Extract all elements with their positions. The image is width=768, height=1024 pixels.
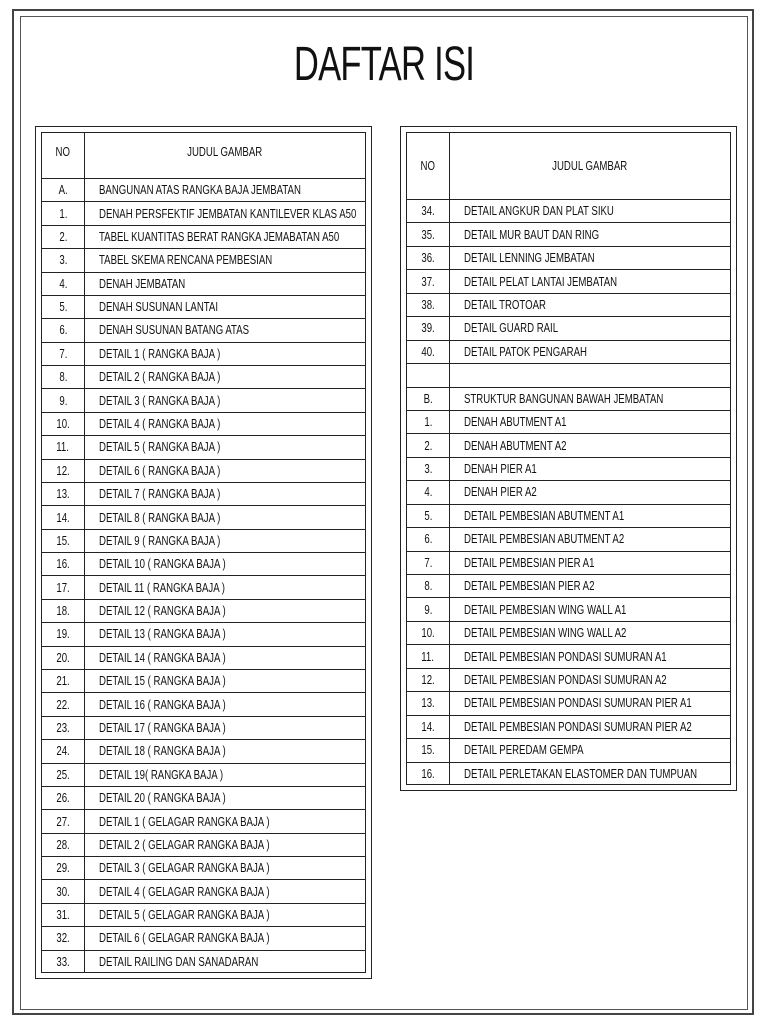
row-number: 2.	[423, 437, 433, 453]
row-number: 30.	[56, 883, 70, 899]
table-row	[407, 458, 730, 481]
table-row	[407, 528, 730, 551]
row-number: 8.	[58, 369, 68, 385]
table-row	[407, 317, 730, 340]
table-row	[42, 483, 365, 506]
table-row	[42, 577, 365, 600]
row-number: 1.	[423, 414, 433, 430]
table-row	[42, 693, 365, 716]
row-number: 33.	[56, 954, 70, 970]
table-row	[42, 787, 365, 810]
table-row	[42, 834, 365, 857]
row-title: DETAIL TROTOAR	[464, 296, 546, 312]
table-row	[407, 341, 730, 364]
row-number: A.	[58, 182, 68, 198]
table-row	[42, 904, 365, 927]
row-title: DETAIL PEMBESIAN PONDASI SUMURAN A2	[464, 672, 667, 688]
table-row	[407, 692, 730, 715]
row-number: 1.	[58, 205, 68, 221]
row-number: 22.	[56, 696, 70, 712]
row-number: 27.	[56, 813, 70, 829]
table-row	[407, 575, 730, 598]
row-number: 14.	[421, 718, 435, 734]
row-title: DENAH SUSUNAN LANTAI	[99, 299, 219, 315]
row-title: DETAIL 20 ( RANGKA BAJA )	[99, 790, 226, 806]
row-title: DETAIL PEMBESIAN PONDASI SUMURAN PIER A1	[464, 695, 692, 711]
row-number: 7.	[423, 554, 433, 570]
row-number: 20.	[56, 649, 70, 665]
row-number: 14.	[56, 509, 70, 525]
row-title: DETAIL 6 ( GELAGAR RANGKA BAJA )	[99, 930, 270, 946]
row-number: 25.	[56, 766, 70, 782]
table-row	[407, 388, 730, 411]
row-number: 37.	[421, 273, 435, 289]
table-row	[407, 481, 730, 504]
row-number: 8.	[423, 578, 433, 594]
row-number: 3.	[423, 461, 433, 477]
table-row	[42, 670, 365, 693]
row-number: 21.	[56, 673, 70, 689]
row-title: DETAIL 3 ( GELAGAR RANGKA BAJA )	[99, 860, 270, 876]
table-row	[42, 553, 365, 576]
table-row	[42, 319, 365, 342]
table-row	[42, 530, 365, 553]
row-number: 16.	[421, 766, 435, 782]
table-row	[42, 366, 365, 389]
row-title: DENAH PIER A1	[464, 461, 537, 477]
row-title: DETAIL PEMBESIAN PIER A2	[464, 578, 595, 594]
row-title: DENAH PERSFEKTIF JEMBATAN KANTILEVER KLAS A50	[99, 205, 357, 221]
row-title: DETAIL PEMBESIAN WING WALL A1	[464, 601, 627, 617]
right-table-grid	[406, 132, 731, 785]
table-row	[42, 506, 365, 529]
header-no: NO	[55, 144, 71, 159]
row-number: 34.	[421, 203, 435, 219]
table-row	[42, 623, 365, 646]
row-title: DETAIL PEMBESIAN ABUTMENT A2	[464, 531, 625, 547]
row-title: DETAIL 15 ( RANGKA BAJA )	[99, 673, 226, 689]
row-number: 9.	[58, 392, 68, 408]
table-row	[42, 764, 365, 787]
table-row	[42, 413, 365, 436]
table-row	[407, 552, 730, 575]
row-title: DETAIL 1 ( RANGKA BAJA )	[99, 345, 221, 361]
header-title: JUDUL GAMBAR	[551, 158, 628, 173]
row-title: DENAH PIER A2	[464, 484, 537, 500]
table-row	[42, 927, 365, 950]
table-row	[407, 669, 730, 692]
row-title: DETAIL 5 ( GELAGAR RANGKA BAJA )	[99, 907, 270, 923]
table-row	[42, 436, 365, 459]
row-number: 12.	[56, 462, 70, 478]
row-number: 10.	[56, 416, 70, 431]
row-number: B.	[423, 390, 433, 406]
table-row	[42, 343, 365, 366]
row-title: TABEL SKEMA RENCANA PEMBESIAN	[99, 252, 273, 268]
row-title: DETAIL 3 ( RANGKA BAJA )	[99, 392, 221, 408]
row-number: 4.	[423, 484, 433, 500]
row-title: DETAIL 14 ( RANGKA BAJA )	[99, 649, 226, 665]
row-title: DENAH ABUTMENT A2	[464, 437, 567, 453]
row-title: DETAIL PERLETAKAN ELASTOMER DAN TUMPUAN	[464, 766, 698, 782]
row-title: DETAIL 6 ( RANGKA BAJA )	[99, 462, 221, 478]
row-number: 19.	[56, 626, 70, 642]
page-title: DAFTAR ISI	[293, 38, 475, 91]
row-title: DETAIL PEMBESIAN PONDASI SUMURAN A1	[464, 648, 667, 664]
row-number: 4.	[58, 275, 68, 291]
row-title: DETAIL LENNING JEMBATAN	[464, 250, 595, 266]
header-no: NO	[420, 158, 436, 173]
row-number: 18.	[56, 603, 70, 619]
row-number: 36.	[421, 250, 435, 266]
row-title: DETAIL PEREDAM GEMPA	[464, 742, 584, 758]
row-title: DETAIL ANGKUR DAN PLAT SIKU	[464, 203, 614, 219]
row-title: DETAIL 2 ( RANGKA BAJA )	[99, 369, 221, 385]
row-title: DETAIL 12 ( RANGKA BAJA )	[99, 603, 226, 619]
row-number: 6.	[58, 322, 68, 338]
row-number: 11.	[56, 439, 70, 455]
row-number: 15.	[56, 532, 70, 548]
table-row	[42, 740, 365, 763]
row-title: DETAIL 2 ( GELAGAR RANGKA BAJA )	[99, 836, 270, 852]
left-table-grid	[41, 132, 366, 973]
row-number: 39.	[421, 320, 435, 336]
row-title: DETAIL PEMBESIAN ABUTMENT A1	[464, 507, 625, 523]
row-number: 26.	[56, 790, 70, 806]
row-number: 10.	[421, 625, 435, 641]
row-title: DETAIL 4 ( RANGKA BAJA )	[99, 416, 221, 431]
row-number: 11.	[421, 648, 435, 664]
table-row	[42, 226, 365, 249]
table-row	[42, 296, 365, 319]
row-number: 12.	[421, 672, 435, 688]
table-row	[407, 716, 730, 739]
table-row	[42, 647, 365, 670]
row-title: DETAIL 13 ( RANGKA BAJA )	[99, 626, 226, 642]
table-row	[407, 223, 730, 246]
row-title: DETAIL GUARD RAIL	[464, 320, 559, 336]
table-row	[407, 763, 730, 786]
row-title: TABEL KUANTITAS BERAT RANGKA JEMABATAN A50	[99, 228, 340, 244]
row-title: DETAIL 5 ( RANGKA BAJA )	[99, 439, 221, 455]
table-row	[42, 460, 365, 483]
table-row	[407, 294, 730, 317]
row-title: DETAIL 16 ( RANGKA BAJA )	[99, 696, 226, 712]
row-number: 5.	[58, 299, 68, 315]
row-title: DETAIL 19( RANGKA BAJA )	[99, 766, 224, 782]
table-row	[407, 200, 730, 223]
table-row	[407, 411, 730, 434]
table-row	[407, 270, 730, 293]
row-number: 13.	[56, 486, 70, 502]
table-row	[42, 810, 365, 833]
table-row	[42, 249, 365, 272]
row-title: DETAIL 9 ( RANGKA BAJA )	[99, 532, 221, 548]
right-table	[400, 126, 737, 791]
table-row	[407, 739, 730, 762]
row-number: 5.	[423, 507, 433, 523]
row-number: 24.	[56, 743, 70, 759]
table-row	[42, 202, 365, 225]
row-number: 16.	[56, 556, 70, 572]
row-number: 40.	[421, 343, 435, 359]
header-title: JUDUL GAMBAR	[186, 144, 263, 159]
row-title: DETAIL MUR BAUT DAN RING	[464, 226, 600, 242]
table-row	[42, 273, 365, 296]
row-number: 6.	[423, 531, 433, 547]
row-number: 9.	[423, 601, 433, 617]
row-number: 17.	[56, 579, 70, 595]
row-title: DETAIL 8 ( RANGKA BAJA )	[99, 509, 221, 525]
table-header-row	[42, 133, 365, 179]
table-header-row	[407, 133, 730, 200]
row-title: DENAH JEMBATAN	[99, 275, 186, 291]
table-row	[42, 389, 365, 412]
table-row	[407, 434, 730, 457]
row-title: DENAH SUSUNAN BATANG ATAS	[99, 322, 250, 338]
row-title: DENAH ABUTMENT A1	[464, 414, 567, 430]
row-number: 38.	[421, 296, 435, 312]
table-row	[407, 247, 730, 270]
row-number: 28.	[56, 836, 70, 852]
table-row	[42, 951, 365, 974]
table-row	[407, 598, 730, 621]
table-row	[42, 179, 365, 202]
row-number: 32.	[56, 930, 70, 946]
row-number: 15.	[421, 742, 435, 758]
table-row	[42, 600, 365, 623]
row-title: DETAIL PEMBESIAN PONDASI SUMURAN PIER A2	[464, 718, 692, 734]
row-title: DETAIL 4 ( GELAGAR RANGKA BAJA )	[99, 883, 270, 899]
row-title: STRUKTUR BANGUNAN BAWAH JEMBATAN	[464, 390, 664, 406]
row-number: 13.	[421, 695, 435, 711]
row-title: DETAIL PATOK PENGARAH	[464, 343, 587, 359]
table-row	[42, 857, 365, 880]
row-number: 31.	[56, 907, 70, 923]
table-row	[407, 364, 730, 387]
row-title: DETAIL 7 ( RANGKA BAJA )	[99, 486, 221, 502]
row-title: DETAIL 11 ( RANGKA BAJA )	[99, 579, 225, 595]
row-title: DETAIL 10 ( RANGKA BAJA )	[99, 556, 226, 572]
row-number: 2.	[58, 228, 68, 244]
table-row	[42, 880, 365, 903]
row-title: DETAIL PELAT LANTAI JEMBATAN	[464, 273, 618, 289]
table-row	[407, 622, 730, 645]
row-title: DETAIL 18 ( RANGKA BAJA )	[99, 743, 226, 759]
row-title: BANGUNAN ATAS RANGKA BAJA JEMBATAN	[99, 182, 301, 198]
row-number: 7.	[58, 345, 68, 361]
row-title: DETAIL RAILING DAN SANADARAN	[99, 954, 259, 970]
row-title: DETAIL PEMBESIAN WING WALL A2	[464, 625, 627, 641]
table-row	[407, 645, 730, 668]
left-table	[35, 126, 372, 979]
row-number: 29.	[56, 860, 70, 876]
row-title: DETAIL 17 ( RANGKA BAJA )	[99, 719, 226, 735]
row-title: DETAIL PEMBESIAN PIER A1	[464, 554, 595, 570]
table-row	[407, 505, 730, 528]
table-row	[42, 717, 365, 740]
row-number: 3.	[58, 252, 68, 268]
row-number: 35.	[421, 226, 435, 242]
row-number: 23.	[56, 719, 70, 735]
row-title: DETAIL 1 ( GELAGAR RANGKA BAJA )	[99, 813, 270, 829]
